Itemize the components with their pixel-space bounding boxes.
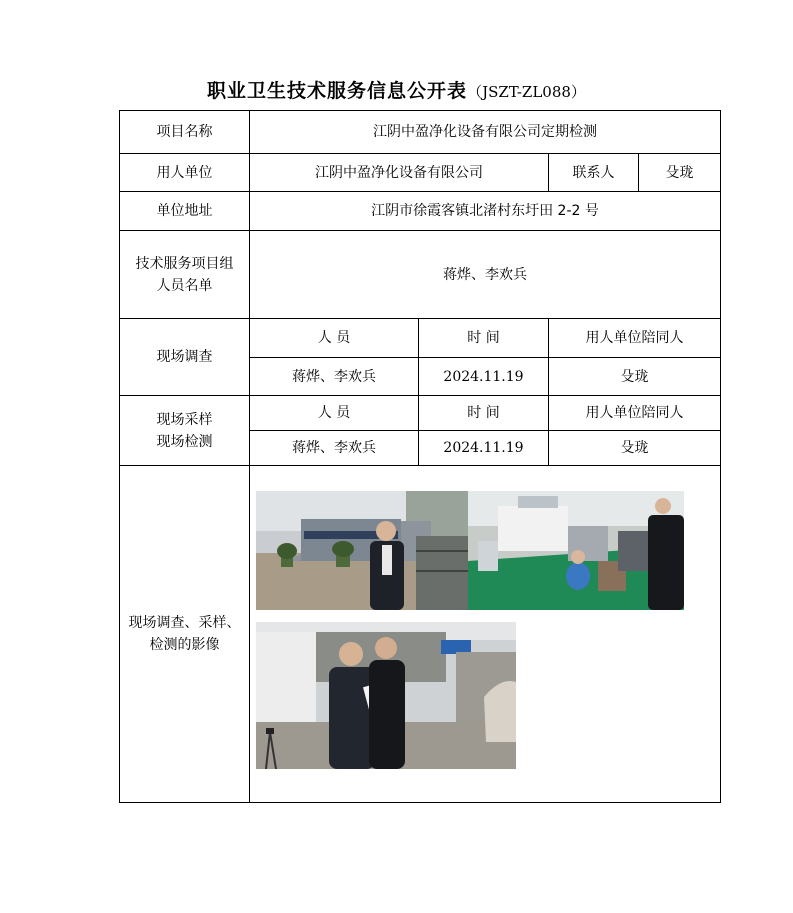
- team-label: [120, 231, 250, 319]
- title-code: （JSZT-ZL088）: [467, 83, 586, 101]
- images-label: [120, 466, 250, 803]
- site-photo-outdoor-image: [256, 622, 516, 769]
- employer-value: 江阴中盈净化设备有限公司: [250, 154, 549, 192]
- sampling-label: [120, 396, 250, 466]
- sampling-header-people: 人 员: [250, 396, 419, 431]
- site-photo-workshop-image: [468, 491, 684, 610]
- site-photo-gate-image: [256, 491, 468, 610]
- sampling-header-escort: 用人单位陪同人: [549, 396, 721, 431]
- team-value: 蒋烨、李欢兵: [250, 231, 721, 319]
- survey-label: 现场调查: [120, 319, 250, 396]
- employer-label: 用人单位: [120, 154, 250, 192]
- row-images: [120, 466, 721, 803]
- sampling-time: 2024.11.19: [419, 431, 549, 466]
- site-photo-workshop: [468, 491, 684, 610]
- row-project: [120, 111, 721, 154]
- sampling-label-line2: 现场检测: [156, 433, 213, 450]
- survey-escort: 殳珑: [549, 358, 721, 396]
- row-employer: [120, 154, 721, 192]
- images-label-line2: 检测的影像: [149, 637, 220, 653]
- site-photo-outdoor: [256, 622, 516, 769]
- title-text: 职业卫生技术服务信息公开表: [207, 80, 468, 102]
- contact-value: 殳珑: [639, 154, 721, 192]
- sampling-header-time: 时 间: [419, 396, 549, 431]
- sampling-escort: 殳珑: [549, 431, 721, 466]
- survey-header-escort: 用人单位陪同人: [549, 319, 721, 358]
- address-value: 江阴市徐霞客镇北渚村东圩田 2-2 号: [250, 192, 721, 231]
- page-title: [0, 76, 793, 103]
- team-label-line1: 技术服务项目组: [135, 255, 234, 272]
- survey-people: 蒋烨、李欢兵: [250, 358, 419, 396]
- project-value: 江阴中盈净化设备有限公司定期检测: [250, 111, 721, 154]
- row-team: [120, 231, 721, 319]
- row-sampling-header: [120, 396, 721, 431]
- survey-time: 2024.11.19: [419, 358, 549, 396]
- sampling-label-line1: 现场采样: [156, 411, 213, 428]
- info-table: [119, 110, 721, 803]
- team-label-line2: 人员名单: [156, 277, 213, 294]
- sampling-people: 蒋烨、李欢兵: [250, 431, 419, 466]
- images-cell: [250, 466, 721, 803]
- survey-header-time: 时 间: [419, 319, 549, 358]
- project-label: 项目名称: [120, 111, 250, 154]
- images-label-line1: 现场调查、采样、: [128, 615, 241, 631]
- row-survey-header: [120, 319, 721, 358]
- survey-header-people: 人 员: [250, 319, 419, 358]
- contact-label: 联系人: [549, 154, 639, 192]
- row-address: [120, 192, 721, 231]
- address-label: 单位地址: [120, 192, 250, 231]
- site-photo-gate: [256, 491, 468, 610]
